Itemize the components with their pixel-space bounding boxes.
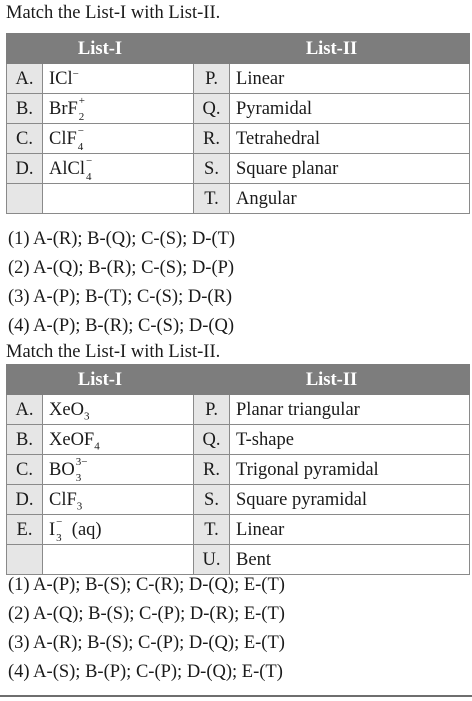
list2-key: U. xyxy=(194,545,230,575)
answer-option: (4) A-(P); B-(R); C-(S); D-(Q) xyxy=(8,316,235,336)
list1-key: C. xyxy=(7,455,43,485)
answer-option: (3) A-(P); B-(T); C-(S); D-(R) xyxy=(8,287,233,307)
answer-option: (1) A-(R); B-(Q); C-(S); D-(T) xyxy=(8,229,236,249)
list2-shape: Linear xyxy=(230,64,470,94)
list2-shape: Square planar xyxy=(230,154,470,184)
list2-shape: Trigonal pyramidal xyxy=(230,455,470,485)
list2-key: P. xyxy=(194,64,230,94)
list1-key: D. xyxy=(7,485,43,515)
table-header-row xyxy=(7,34,470,64)
question1-match-table xyxy=(6,33,470,214)
answer-option: (2) A-(Q); B-(R); C-(S); D-(P) xyxy=(8,258,235,278)
list2-header: List-II xyxy=(194,365,470,395)
question2-options xyxy=(8,571,285,687)
list1-key: D. xyxy=(7,154,43,184)
list1-formula xyxy=(43,545,194,575)
answer-option: (2) A-(Q); B-(S); C-(P); D-(R); E-(T) xyxy=(8,604,285,624)
list2-header: List-II xyxy=(194,34,470,64)
formula-scripts xyxy=(55,515,67,544)
list1-key: C. xyxy=(7,124,43,154)
formula-charge: − xyxy=(56,515,63,528)
list1-formula xyxy=(43,455,194,485)
formula-base: I xyxy=(49,519,56,540)
list1-header: List-I xyxy=(7,365,194,395)
formula-subscript: 3 xyxy=(83,410,90,423)
list1-formula xyxy=(43,184,194,214)
answer-option: (3) A-(R); B-(S); C-(P); D-(Q); E-(T) xyxy=(8,633,285,653)
formula-charge: + xyxy=(78,94,86,107)
list2-key: S. xyxy=(194,485,230,515)
list2-key: Q. xyxy=(194,94,230,124)
list1-key xyxy=(7,545,43,575)
question2-title: Match the List-I with List-II. xyxy=(6,342,221,362)
question1-options xyxy=(8,225,235,341)
formula-base: AlCl xyxy=(49,158,85,179)
formula-base: ClF xyxy=(49,489,77,510)
question2-match-table xyxy=(6,364,470,575)
formula-subscript: 4 xyxy=(85,170,92,183)
formula-charge: 3− xyxy=(75,455,88,468)
list2-shape: Linear xyxy=(230,515,470,545)
formula-subscript: 4 xyxy=(77,140,84,153)
list2-shape: Square pyramidal xyxy=(230,485,470,515)
formula-base: XeO xyxy=(49,399,84,420)
formula-base: XeOF xyxy=(49,429,95,450)
list1-key: B. xyxy=(7,94,43,124)
list2-shape: Planar triangular xyxy=(230,395,470,425)
formula-subscript: 3 xyxy=(75,471,82,484)
list2-key: R. xyxy=(194,124,230,154)
table-row xyxy=(7,124,470,154)
list1-formula xyxy=(43,485,194,515)
formula-scripts xyxy=(78,94,90,123)
list1-key xyxy=(7,184,43,214)
formula-charge: − xyxy=(77,124,84,137)
table-row xyxy=(7,184,470,214)
list2-shape: T-shape xyxy=(230,425,470,455)
list1-key: E. xyxy=(7,515,43,545)
list2-key: P. xyxy=(194,395,230,425)
list1-formula xyxy=(43,395,194,425)
list2-key: T. xyxy=(194,515,230,545)
list1-formula xyxy=(43,94,194,124)
list1-formula xyxy=(43,124,194,154)
table-row xyxy=(7,545,470,575)
table-row xyxy=(7,395,470,425)
formula-base: ICl xyxy=(49,68,73,89)
formula-scripts xyxy=(77,124,89,153)
formula-scripts xyxy=(85,154,97,183)
list2-shape: Bent xyxy=(230,545,470,575)
table-row xyxy=(7,455,470,485)
list1-key: B. xyxy=(7,425,43,455)
divider xyxy=(0,695,472,697)
formula-subscript: 3 xyxy=(76,500,83,513)
table-row xyxy=(7,485,470,515)
list1-formula xyxy=(43,425,194,455)
formula-subscript: 2 xyxy=(78,110,85,123)
formula-subscript: 3 xyxy=(56,531,62,544)
table-row xyxy=(7,154,470,184)
table-header-row xyxy=(7,365,470,395)
answer-option: (1) A-(P); B-(S); C-(R); D-(Q); E-(T) xyxy=(8,575,285,595)
list2-key: Q. xyxy=(194,425,230,455)
table-row xyxy=(7,64,470,94)
list1-formula xyxy=(43,64,194,94)
list2-key: T. xyxy=(194,184,230,214)
table-row xyxy=(7,94,470,124)
list2-shape: Angular xyxy=(230,184,470,214)
formula-charge: − xyxy=(85,154,93,167)
list2-shape: Pyramidal xyxy=(230,94,470,124)
formula-phase: (aq) xyxy=(67,519,102,540)
list1-formula xyxy=(43,515,194,545)
list2-key: S. xyxy=(194,154,230,184)
list1-header: List-I xyxy=(7,34,194,64)
answer-option: (4) A-(S); B-(P); C-(P); D-(Q); E-(T) xyxy=(8,662,283,682)
list2-key: R. xyxy=(194,455,230,485)
formula-base: ClF xyxy=(49,128,77,149)
formula-scripts xyxy=(75,455,88,484)
formula-base: BO xyxy=(49,459,75,480)
formula-base: BrF xyxy=(49,98,78,119)
list2-shape: Tetrahedral xyxy=(230,124,470,154)
formula-charge: − xyxy=(72,67,79,80)
question1-title: Match the List-I with List-II. xyxy=(6,3,221,23)
list1-key: A. xyxy=(7,395,43,425)
table-row xyxy=(7,515,470,545)
list1-key: A. xyxy=(7,64,43,94)
formula-subscript: 4 xyxy=(94,440,100,453)
list1-formula xyxy=(43,154,194,184)
